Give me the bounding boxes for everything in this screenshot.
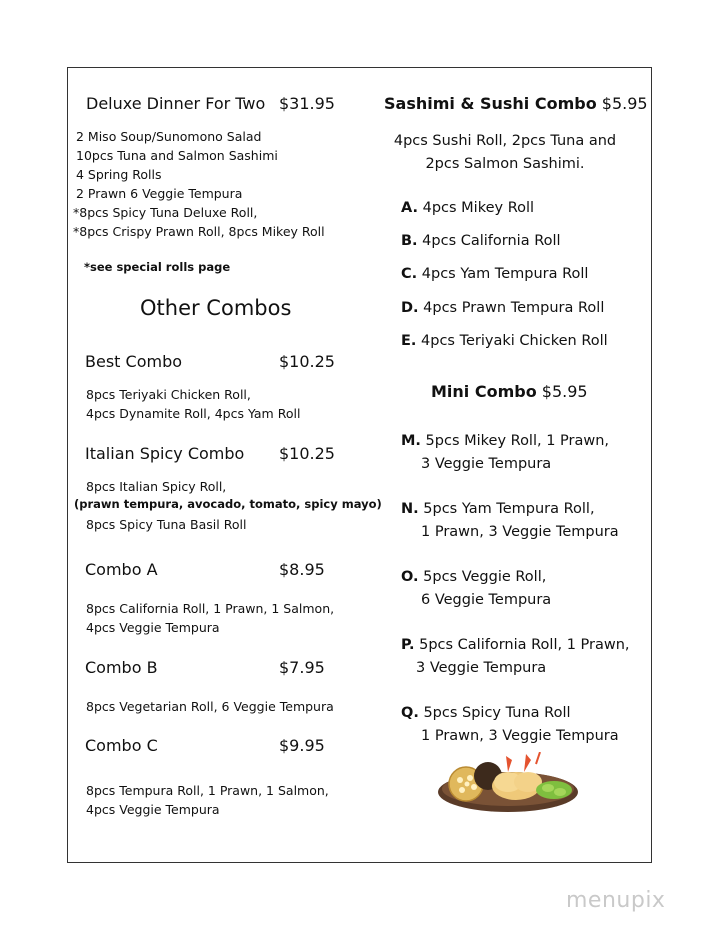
sashimi-sushi-desc — [380, 130, 630, 176]
option-letter: O. — [401, 569, 419, 585]
combo-line: 8pcs Spicy Tuna Basil Roll — [86, 517, 247, 532]
combo-line: (prawn tempura, avocado, tomato, spicy mayo) — [74, 497, 382, 511]
combo-line: 8pcs Teriyaki Chicken Roll, — [86, 387, 251, 402]
deluxe-item: 4 Spring Rolls — [76, 167, 162, 182]
option-c — [401, 266, 588, 282]
combo-line: 8pcs Tempura Roll, 1 Prawn, 1 Salmon, — [86, 783, 329, 798]
desc-line: 2pcs Salmon Sashimi. — [425, 156, 585, 172]
sashimi-sushi-price: $5.95 — [601, 94, 648, 113]
deluxe-item: 2 Prawn 6 Veggie Tempura — [76, 186, 243, 201]
option-b — [401, 233, 561, 249]
option-text: 6 Veggie Tempura — [421, 592, 552, 608]
deluxe-name: Deluxe Dinner For Two — [86, 94, 266, 113]
combo-price: $10.25 — [279, 352, 335, 371]
combo-name: Italian Spicy Combo — [85, 444, 245, 463]
sashimi-sushi-name: Sashimi & Sushi Combo — [384, 94, 597, 113]
mini-combo-name: Mini Combo — [431, 382, 537, 401]
option-e — [401, 333, 608, 349]
deluxe-item: *8pcs Spicy Tuna Deluxe Roll, — [73, 205, 258, 220]
deluxe-item: 2 Miso Soup/Sunomono Salad — [76, 129, 262, 144]
combo-name: Best Combo — [85, 352, 183, 371]
combo-desc — [86, 599, 334, 637]
deluxe-price: $31.95 — [279, 94, 335, 113]
combo-line: 8pcs Vegetarian Roll, 6 Veggie Tempura — [86, 699, 334, 714]
option-text: 5pcs Veggie Roll, — [423, 569, 547, 585]
combo-price: $10.25 — [279, 444, 335, 463]
option-letter: C. — [401, 266, 418, 282]
option-text: 4pcs California Roll — [422, 233, 561, 249]
option-letter: M. — [401, 433, 421, 449]
mini-option-q — [401, 702, 619, 748]
special-rolls-note: *see special rolls page — [84, 260, 231, 274]
desc-line: 4pcs Sushi Roll, 2pcs Tuna and — [393, 133, 617, 149]
option-letter: N. — [401, 501, 419, 517]
option-letter: B. — [401, 233, 418, 249]
option-text: 3 Veggie Tempura — [416, 660, 547, 676]
option-text: 3 Veggie Tempura — [421, 456, 552, 472]
combo-line: 4pcs Veggie Tempura — [86, 802, 220, 817]
option-text: 4pcs Yam Tempura Roll — [421, 266, 589, 282]
sashimi-sushi-title — [384, 94, 648, 113]
deluxe-item: 10pcs Tuna and Salmon Sashimi — [76, 148, 278, 163]
option-text: 5pcs California Roll, 1 Prawn, — [419, 637, 630, 653]
mini-combo-title — [431, 382, 588, 401]
combo-price: $9.95 — [279, 736, 325, 755]
option-a — [401, 200, 534, 216]
combo-line: 4pcs Dynamite Roll, 4pcs Yam Roll — [86, 406, 301, 421]
option-letter: D. — [401, 300, 419, 316]
combo-price: $7.95 — [279, 658, 325, 677]
deluxe-items — [73, 127, 325, 241]
mini-option-m — [401, 430, 609, 476]
option-d — [401, 300, 604, 316]
option-letter: P. — [401, 637, 415, 653]
combo-line: 8pcs California Roll, 1 Prawn, 1 Salmon, — [86, 601, 335, 616]
option-text: 1 Prawn, 3 Veggie Tempura — [421, 728, 619, 744]
combo-name: Combo B — [85, 658, 158, 677]
option-text: 4pcs Teriyaki Chicken Roll — [421, 333, 608, 349]
mini-combo-price: $5.95 — [541, 382, 588, 401]
option-text: 4pcs Prawn Tempura Roll — [423, 300, 605, 316]
deluxe-title — [86, 94, 265, 113]
combo-desc — [86, 385, 300, 423]
mini-option-o — [401, 566, 551, 612]
option-text: 1 Prawn, 3 Veggie Tempura — [421, 524, 619, 540]
option-text: 5pcs Yam Tempura Roll, — [423, 501, 595, 517]
other-combos-heading: Other Combos — [140, 296, 292, 320]
option-letter: E. — [401, 333, 417, 349]
option-letter: Q. — [401, 705, 419, 721]
combo-name: Combo A — [85, 560, 158, 579]
option-text: 4pcs Mikey Roll — [422, 200, 535, 216]
combo-desc — [86, 781, 329, 819]
deluxe-item: *8pcs Crispy Prawn Roll, 8pcs Mikey Roll — [73, 224, 325, 239]
combo-line: 4pcs Veggie Tempura — [86, 620, 220, 635]
combo-line: 8pcs Italian Spicy Roll, — [86, 479, 227, 494]
mini-option-n — [401, 498, 619, 544]
option-letter: A. — [401, 200, 418, 216]
mini-option-p — [401, 634, 630, 680]
combo-name: Combo C — [85, 736, 158, 755]
menupix-watermark: menupix — [566, 888, 666, 913]
combo-price: $8.95 — [279, 560, 325, 579]
tempura-plate-illustration — [436, 752, 580, 814]
option-text: 5pcs Mikey Roll, 1 Prawn, — [425, 433, 610, 449]
option-text: 5pcs Spicy Tuna Roll — [423, 705, 571, 721]
